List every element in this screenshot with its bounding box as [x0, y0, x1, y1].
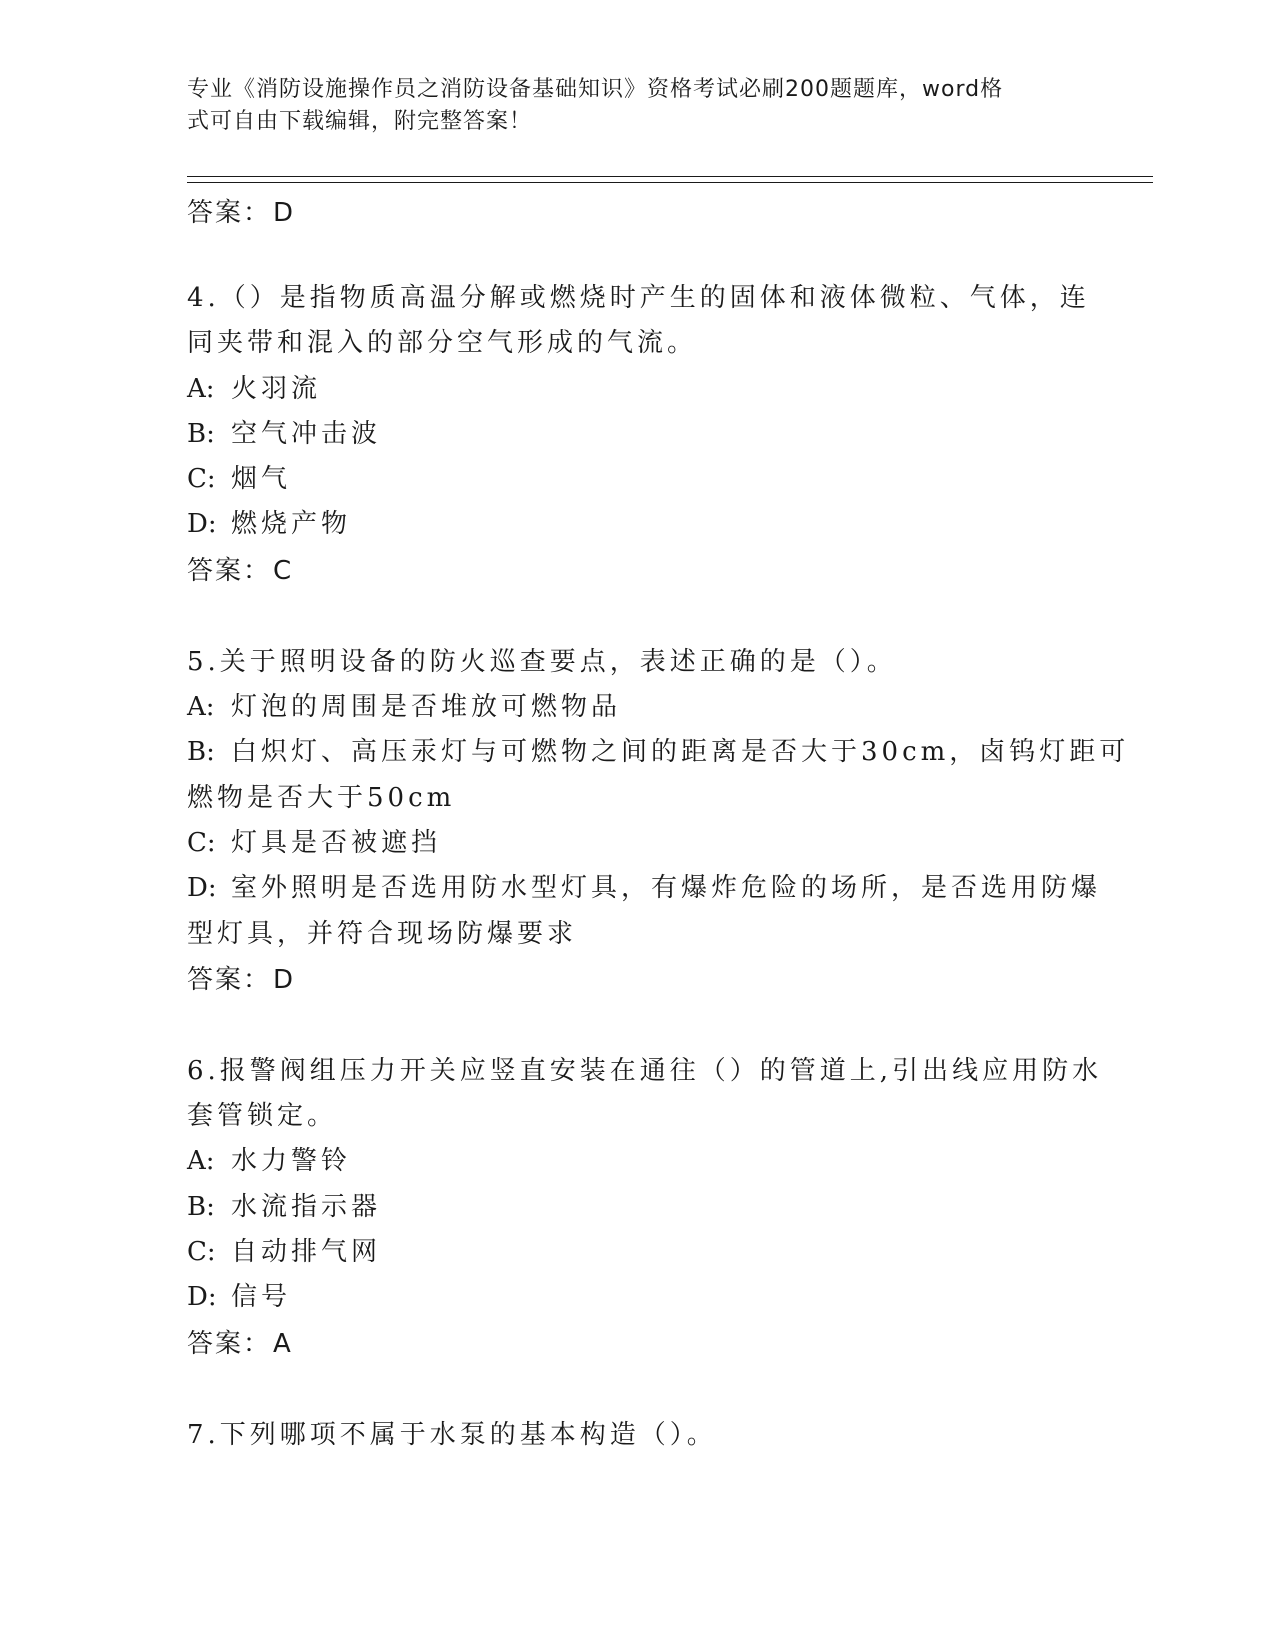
- header-line: 专业《消防设施操作员之消防设备基础知识》资格考试必刷200题题库，word格: [187, 77, 1004, 102]
- option-key: C:: [187, 827, 216, 858]
- option-text: 烟气: [231, 464, 292, 495]
- question-block: [187, 640, 1130, 1003]
- option-b: [187, 412, 1087, 457]
- option-b: [187, 730, 1130, 775]
- answer-label: 答案：: [187, 1328, 272, 1359]
- option-key: D:: [187, 1282, 217, 1313]
- option-key: B:: [187, 737, 215, 768]
- header-divider: [187, 176, 1153, 177]
- option-key: B:: [187, 1191, 215, 1222]
- option-key: B:: [187, 418, 215, 449]
- option-c: [187, 1230, 1087, 1275]
- question-text: 6.报警阀组压力开关应竖直安装在通往（）的管道上,引出线应用防水: [187, 1055, 1103, 1086]
- option-c: [187, 457, 1087, 502]
- question-text: 5.关于照明设备的防火巡查要点，表述正确的是（）。: [187, 646, 897, 677]
- option-text: 灯具是否被遮挡: [231, 827, 442, 858]
- option-text: 火羽流: [231, 373, 322, 404]
- question-block: [187, 276, 1090, 594]
- answer-value: C: [273, 555, 292, 586]
- answer-label: 答案：: [187, 555, 272, 586]
- question-block: [187, 1049, 1103, 1367]
- answer-value: D: [273, 964, 294, 995]
- option-key: D:: [187, 873, 217, 904]
- option-key: A:: [187, 373, 215, 404]
- option-text: 水流指示器: [231, 1191, 382, 1222]
- option-key: A:: [187, 1146, 215, 1177]
- option-b: [187, 1185, 1087, 1230]
- option-a: [187, 367, 1087, 412]
- option-key: C:: [187, 464, 216, 495]
- question-text: 套管锁定。: [187, 1101, 338, 1132]
- option-d: [187, 502, 1087, 547]
- answer-label: 答案：: [187, 964, 272, 995]
- header-line: 式可自由下载编辑，附完整答案！: [187, 109, 533, 134]
- page-header: [187, 74, 1067, 138]
- option-key: C:: [187, 1237, 216, 1268]
- option-d: [187, 1275, 1087, 1320]
- header-divider: [187, 182, 1153, 183]
- option-text: 室外照明是否选用防水型灯具，有爆炸危险的场所，是否选用防爆: [231, 873, 1102, 904]
- option-text: 白炽灯、高压汞灯与可燃物之间的距离是否大于30cm，卤钨灯距可: [231, 737, 1130, 768]
- answer-line: [187, 1321, 1087, 1367]
- option-d-continued: 型灯具，并符合现场防爆要求: [187, 918, 578, 949]
- question-text: 7.下列哪项不属于水泵的基本构造（）。: [187, 1419, 717, 1450]
- answer-line: [187, 190, 1087, 236]
- option-key: A:: [187, 692, 215, 723]
- option-text: 燃烧产物: [231, 509, 352, 540]
- question-block: [187, 1413, 1087, 1458]
- option-text: 水力警铃: [231, 1146, 352, 1177]
- answer-label: 答案：: [187, 198, 272, 228]
- option-d: [187, 866, 1102, 911]
- answer-line: [187, 957, 1087, 1003]
- answer-value: A: [273, 1328, 291, 1359]
- option-text: 自动排气网: [231, 1237, 382, 1268]
- option-text: 灯泡的周围是否堆放可燃物品: [231, 692, 622, 723]
- question-text: 同夹带和混入的部分空气形成的气流。: [187, 328, 698, 359]
- option-a: [187, 685, 1087, 730]
- option-text: 空气冲击波: [231, 418, 382, 449]
- question-list: [187, 190, 1130, 1458]
- question-text: 4.（）是指物质高温分解或燃烧时产生的固体和液体微粒、气体，连: [187, 283, 1090, 313]
- option-b-continued: 燃物是否大于50cm: [187, 782, 456, 813]
- answer-value: D: [273, 198, 294, 228]
- option-key: D:: [187, 509, 217, 540]
- option-text: 信号: [231, 1282, 292, 1313]
- option-a: [187, 1139, 1087, 1184]
- option-c: [187, 821, 1087, 866]
- answer-line: [187, 548, 1087, 594]
